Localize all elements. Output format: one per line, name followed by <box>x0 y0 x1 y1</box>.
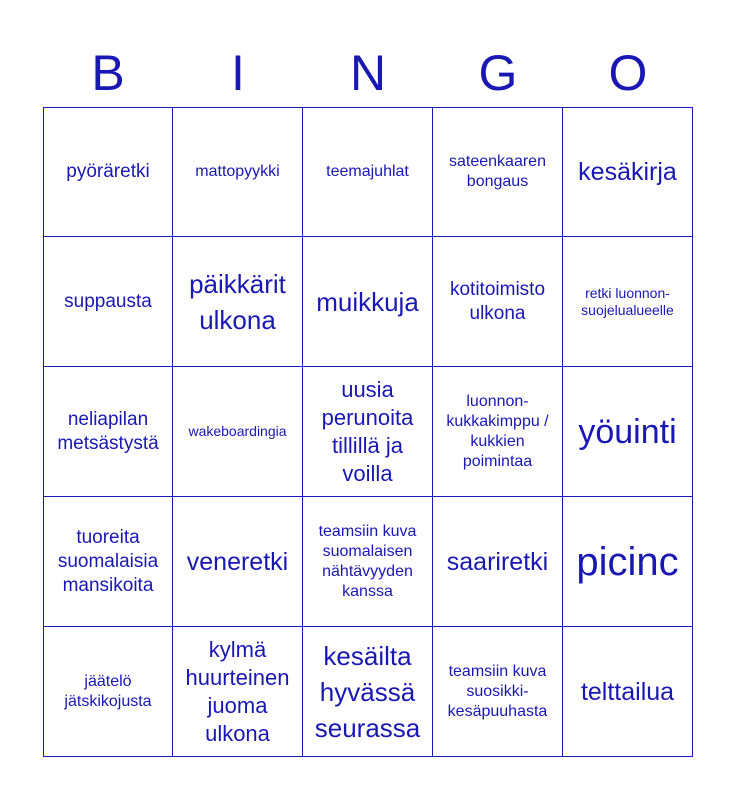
cell-label: teamsiin kuva suomalaisen nähtävyyden kanssa <box>318 522 417 600</box>
bingo-cell[interactable] <box>173 107 303 237</box>
bingo-cell[interactable] <box>173 497 303 627</box>
bingo-cell[interactable] <box>303 367 433 497</box>
bingo-cell[interactable] <box>563 497 693 627</box>
cell-label: päikkärit ulkona <box>189 268 286 335</box>
bingo-cell[interactable] <box>563 367 693 497</box>
cell-label: muikkuja <box>316 286 419 317</box>
cell-label: neliapilan metsästystä <box>57 408 159 454</box>
bingo-cell[interactable] <box>43 497 173 627</box>
bingo-cell[interactable] <box>173 367 303 497</box>
bingo-cell[interactable] <box>303 497 433 627</box>
bingo-cell[interactable] <box>433 497 563 627</box>
cell-label: teamsiin kuva suosikki-kesäpuuhasta <box>447 662 548 720</box>
cell-label: retki luonnon-suojelualueelle <box>581 284 674 318</box>
cell-label: veneretki <box>186 547 289 576</box>
cell-label: kotitoimisto ulkona <box>449 278 546 324</box>
cell-label: picinc <box>576 539 679 584</box>
bingo-cell[interactable] <box>433 237 563 367</box>
cell-label: saariretki <box>446 547 549 576</box>
cell-label: sateenkaaren bongaus <box>449 153 546 190</box>
bingo-cell[interactable] <box>43 107 173 237</box>
cell-label: uusia perunoita tillillä ja voilla <box>321 376 414 486</box>
header-letter-o: O <box>608 45 648 101</box>
cell-label: wakeboardingia <box>188 423 287 439</box>
bingo-cell[interactable] <box>563 627 693 757</box>
cell-label: suppausta <box>64 290 152 312</box>
bingo-header <box>43 38 693 108</box>
bingo-board <box>43 107 693 757</box>
bingo-cell[interactable] <box>173 627 303 757</box>
cell-label: jäätelö jätskikojusta <box>64 672 152 710</box>
cell-label: mattopyykki <box>195 163 280 180</box>
bingo-cell[interactable] <box>433 627 563 757</box>
cell-label: luonnon-kukkakimppu / kukkien poimintaa <box>446 392 549 470</box>
bingo-cell[interactable] <box>43 367 173 497</box>
cell-label: telttailua <box>580 677 675 706</box>
cell-label: pyöräretki <box>66 161 150 182</box>
bingo-cell[interactable] <box>303 237 433 367</box>
bingo-cell[interactable] <box>303 107 433 237</box>
cell-label: kesäkirja <box>578 158 677 186</box>
header-letter-b: B <box>91 45 125 101</box>
cell-label: teemajuhlat <box>326 163 409 180</box>
bingo-cell[interactable] <box>433 107 563 237</box>
bingo-cell[interactable] <box>173 237 303 367</box>
bingo-cell[interactable] <box>563 237 693 367</box>
bingo-cell[interactable] <box>43 237 173 367</box>
cell-label: kesäilta hyvässä seurassa <box>314 640 421 743</box>
bingo-cell[interactable] <box>433 367 563 497</box>
bingo-cell[interactable] <box>43 627 173 757</box>
cell-label: tuoreita suomalaisia mansikoita <box>57 526 159 596</box>
cell-label: yöuinti <box>578 412 677 451</box>
header-letter-i: I <box>231 45 245 101</box>
bingo-cell[interactable] <box>563 107 693 237</box>
header-letter-g: G <box>478 45 518 101</box>
bingo-cell[interactable] <box>303 627 433 757</box>
cell-label: kylmä huurteinen juoma ulkona <box>185 636 290 746</box>
header-letter-n: N <box>349 45 387 101</box>
